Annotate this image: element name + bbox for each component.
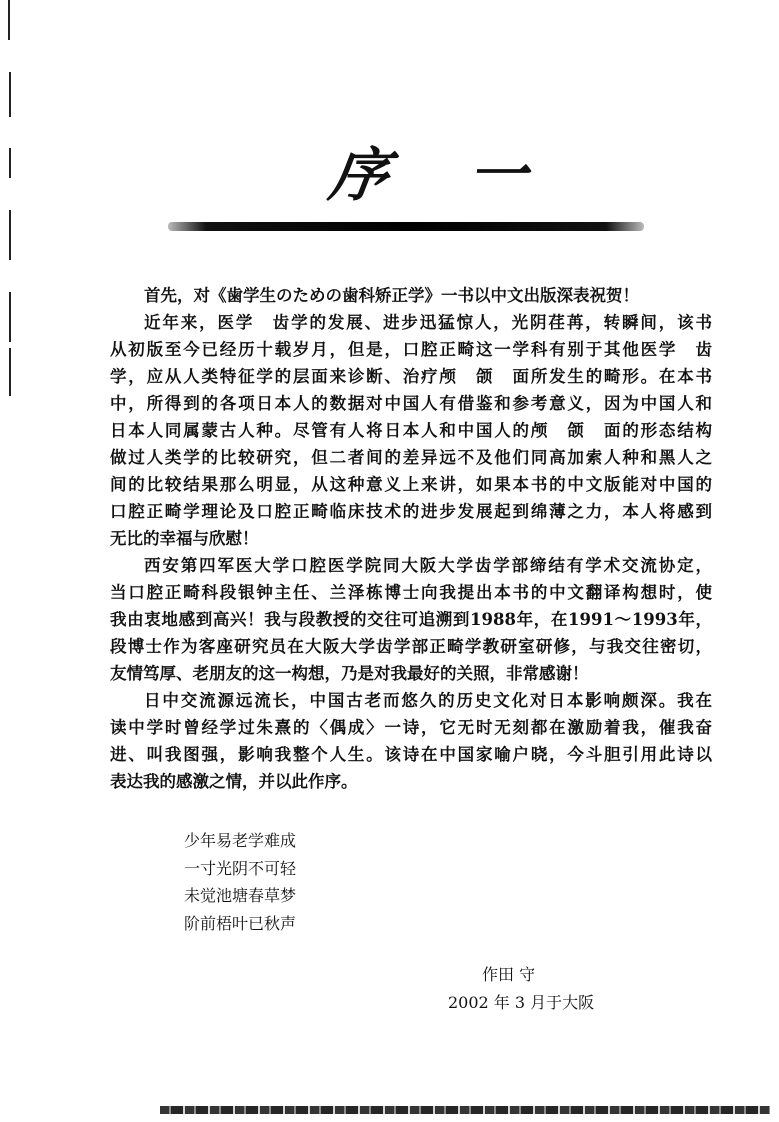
signature-date: 2002 年 3 月于大阪 — [448, 993, 595, 1012]
paragraph — [110, 282, 712, 309]
paragraph-line: 西安第四军医大学口腔医学院同大阪大学齿学部缔结有学术交流协定， — [144, 556, 712, 575]
poem-line: 一寸光阴不可轻 — [184, 858, 297, 878]
title-ornament-rule — [168, 222, 644, 231]
paragraph-line: 学，应从人类特征学的层面来诊断、治疗颅 颌 面所发生的畸形。在本书 — [110, 367, 712, 386]
paragraph-line: 口腔正畸学理论及口腔正畸临床技术的进步发展起到绵薄之力，本人将感到 — [110, 502, 712, 521]
paragraph-line: 中，所得到的各项日本人的数据对中国人有借鉴和参考意义，因为中国人和 — [110, 394, 712, 413]
paragraph-line: 我由衷地感到高兴！我与段教授的交往可追溯到1988年，在1991～1993年， — [110, 610, 712, 629]
paragraph-line: 当口腔正畸科段银钟主任、兰泽栋博士向我提出本书的中文翻译构想时，使 — [110, 583, 712, 602]
scan-edge-mark — [8, 0, 10, 40]
scan-edge-mark — [9, 210, 11, 260]
poem — [184, 827, 296, 937]
paragraph-line: 表达我的感激之情，并以此作序。 — [110, 772, 358, 791]
paragraph-line: 日中交流源远流长，中国古老而悠久的历史文化对日本影响颇深。我在 — [144, 691, 712, 710]
scan-bottom-artifact — [160, 1106, 770, 1114]
paragraph-line: 友情笃厚、老朋友的这一构想，乃是对我最好的关照，非常感谢！ — [110, 664, 589, 683]
paragraph-line: 读中学时曾经学过朱熹的〈偶成〉一诗，它无时无刻都在激励着我，催我奋 — [110, 718, 712, 737]
paragraph-line: 间的比较结果那么明显，从这种意义上来讲，如果本书的中文版能对中国的 — [110, 475, 712, 494]
paragraph-line: 近年来，医学 齿学的发展、进步迅猛惊人，光阴荏苒，转瞬间，该书 — [144, 313, 712, 332]
preface-body — [110, 282, 712, 795]
paragraph — [110, 687, 712, 795]
scan-edge-mark — [9, 72, 11, 117]
scan-edge-mark — [9, 292, 11, 342]
paragraph-line: 无比的幸福与欣慰！ — [110, 529, 259, 548]
paragraph-line: 从初版至今已经历十载岁月，但是，口腔正畸这一学科有别于其他医学 齿 — [110, 340, 712, 359]
paragraph-line: 进、叫我图强，影响我整个人生。该诗在中国家喻户晓，今斗胆引用此诗以 — [110, 745, 712, 764]
paragraph-line: 做过人类学的比较研究，但二者间的差异远不及他们同高加索人种和黑人之 — [110, 448, 712, 467]
poem-line: 未觉池塘春草梦 — [184, 886, 297, 905]
poem-line: 阶前梧叶已秋声 — [184, 913, 297, 933]
scan-edge-mark — [9, 348, 11, 396]
paragraph-line: 首先，对《歯学生のための歯科矫正学》一书以中文出版深表祝贺！ — [144, 286, 639, 305]
paragraph — [110, 552, 712, 687]
scan-edge-mark — [9, 148, 11, 178]
signature-author: 作田 守 — [482, 965, 536, 984]
paragraph — [110, 309, 712, 552]
page-title: 序 一 — [325, 141, 561, 209]
paragraph-line: 日本人同属蒙古人种。尽管有人将日本人和中国人的颅 颌 面的形态结构 — [110, 421, 712, 440]
poem-line: 少年易老学难成 — [184, 831, 297, 850]
paragraph-line: 段博士作为客座研究员在大阪大学齿学部正畸学教研室研修，与我交往密切， — [110, 637, 712, 656]
